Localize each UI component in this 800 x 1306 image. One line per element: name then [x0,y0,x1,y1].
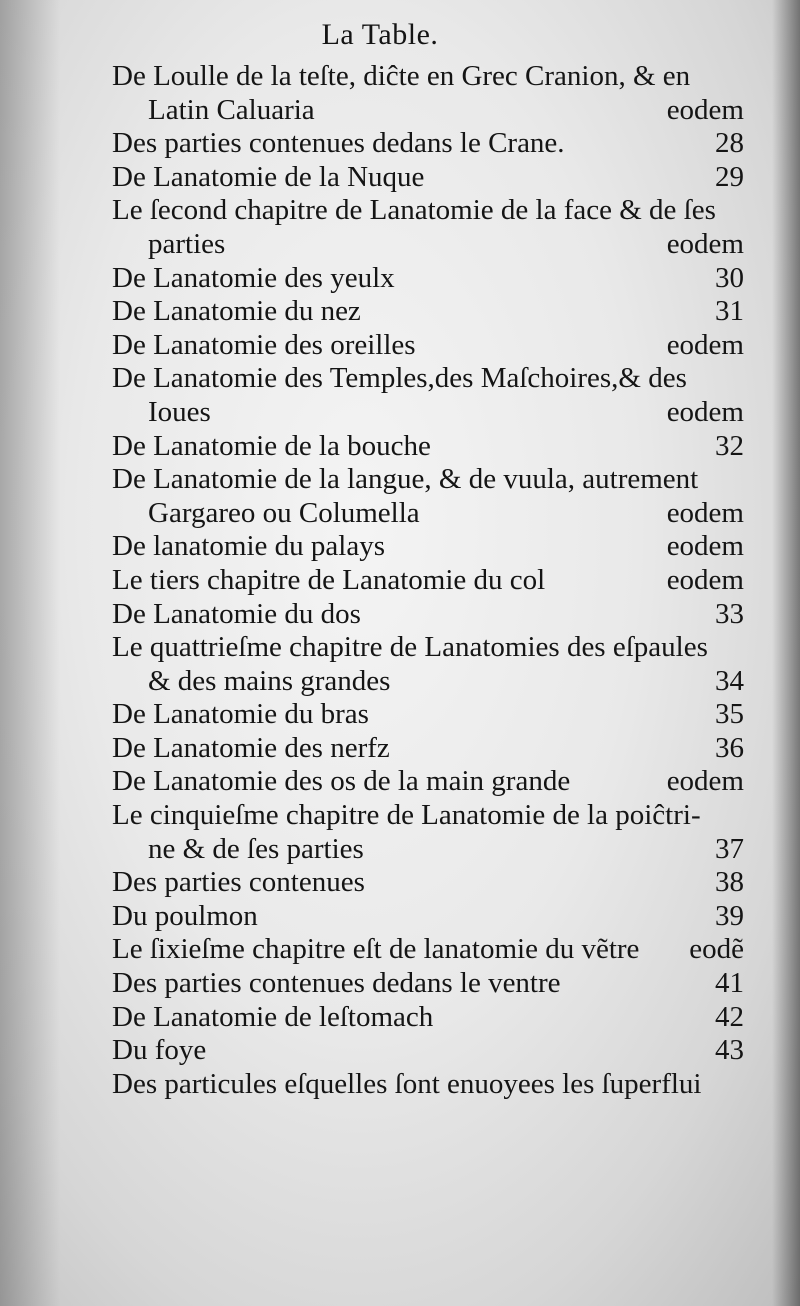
page-ref: 41 [715,967,744,1000]
entry-text: De Lanatomie des yeulx [112,261,395,294]
page-ref: eodem [666,563,744,596]
page-ref: 39 [715,899,744,932]
table-of-contents [112,60,744,1101]
page-ref: 37 [715,832,744,865]
entry-text: De Lanatomie de leſtomach [112,1000,434,1033]
entry-text: Le quattrieſme chapitre de Lanatomies des eſpaules [112,631,708,664]
page-ref: 43 [715,1034,744,1067]
entry-text: Le ſixieſme chapitre eſt de lanatomie du vẽtre [112,933,640,966]
page-ref: eodem [666,496,744,529]
page-ref: 32 [715,429,744,462]
toc-line [112,1001,744,1035]
toc-line [112,765,744,799]
page-ref: eodẽ [689,933,744,966]
toc-line [112,933,744,967]
toc-line [112,262,744,296]
entry-text: De Lanatomie de la Nuque [112,160,425,193]
toc-line [112,94,744,128]
page-ref: 33 [715,597,744,630]
entry-text: De Lanatomie des Temples,des Maſchoires,& des [112,362,687,395]
toc-line [112,463,744,497]
toc-line [112,1068,744,1102]
toc-line [112,329,744,363]
toc-line [112,228,744,262]
toc-line [112,127,744,161]
page-ref: 35 [715,698,744,731]
toc-line [112,362,744,396]
toc-line [112,564,744,598]
toc-line [112,698,744,732]
toc-line [112,497,744,531]
entry-text: parties [148,227,226,260]
page-ref: 31 [715,295,744,328]
toc-line [112,161,744,195]
toc-line [112,900,744,934]
entry-text: ne & de ſes parties [148,832,364,865]
entry-text: De Lanatomie des os de la main grande [112,765,571,798]
toc-line [112,967,744,1001]
entry-text: Du poulmon [112,899,258,932]
entry-text: Latin Caluaria [148,93,315,126]
entry-text: De Lanatomie des oreilles [112,328,416,361]
entry-text: De Lanatomie des nerfz [112,731,390,764]
page-ref: 29 [715,160,744,193]
toc-line [112,396,744,430]
page-ref: 36 [715,731,744,764]
entry-text: Le cinquieſme chapitre de Lanatomie de la poiĉtri- [112,799,701,832]
page-ref: 38 [715,866,744,899]
page-ref: 28 [715,127,744,160]
toc-line [112,631,744,665]
toc-line [112,530,744,564]
toc-line [112,866,744,900]
page-ref: 42 [715,1000,744,1033]
entry-text: Le tiers chapitre de Lanatomie du col [112,563,546,596]
entry-text: De Lanatomie de la langue, & de vuula, autrement [112,463,699,496]
toc-line [112,833,744,867]
entry-text: De Lanatomie de la bouche [112,429,431,462]
entry-text: De Lanatomie du bras [112,698,369,731]
entry-text: Des parties contenues dedans le Crane. [112,127,565,160]
entry-text: Du foye [112,1034,207,1067]
toc-line [112,194,744,228]
toc-line [112,732,744,766]
entry-text: Ioues [148,395,211,428]
page-ref: eodem [666,227,744,260]
page-ref: 34 [715,664,744,697]
toc-line [112,430,744,464]
entry-text: Des particules eſquelles ſont enuoyees les ſuperflui [112,1067,702,1100]
running-head: La Table. [321,18,439,51]
entry-text: Gargareo ou Columella [148,496,420,529]
toc-line [112,799,744,833]
page-ref: eodem [666,530,744,563]
entry-text: & des mains grandes [148,664,391,697]
entry-text: De Lanatomie du nez [112,295,361,328]
page-ref: eodem [666,328,744,361]
page-ref: eodem [666,395,744,428]
page-ref: eodem [666,93,744,126]
toc-line [112,598,744,632]
toc-line [112,295,744,329]
entry-text: Le ſecond chapitre de Lanatomie de la face & de ſes [112,194,716,227]
entry-text: De lanatomie du palays [112,530,385,563]
toc-line [112,1034,744,1068]
entry-text: De Loulle de la teſte, diĉte en Grec Cranion, & en [112,60,691,92]
toc-line [112,60,744,94]
entry-text: Des parties contenues [112,866,365,899]
page-ref: 30 [715,261,744,294]
entry-text: Des parties contenues dedans le ventre [112,967,561,1000]
toc-line [112,665,744,699]
page-ref: eodem [666,765,744,798]
entry-text: De Lanatomie du dos [112,597,361,630]
